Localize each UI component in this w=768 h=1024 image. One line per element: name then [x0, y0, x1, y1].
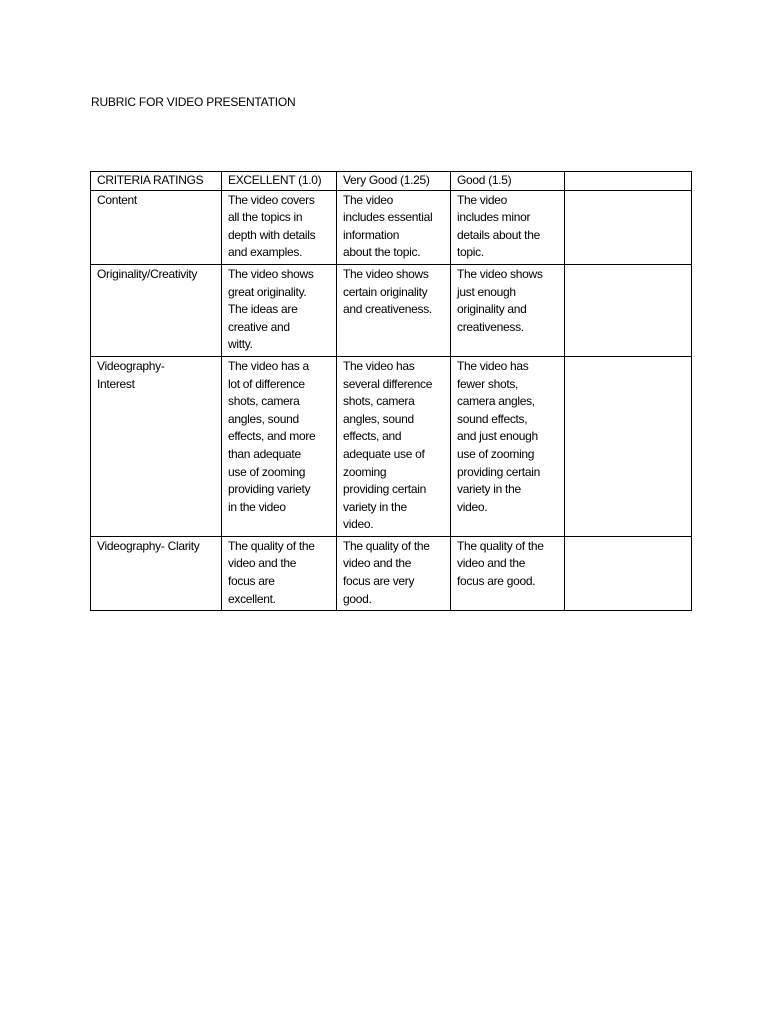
table-row-content	[91, 190, 692, 264]
excellent-cell: The video shows great originality. The ideas are creative and witty.	[222, 264, 337, 356]
header-excellent: EXCELLENT (1.0)	[222, 172, 337, 191]
excellent-cell: The quality of the video and the focus are excellent.	[222, 536, 337, 610]
blank-cell	[565, 536, 692, 610]
criteria-cell: Originality/Creativity	[91, 264, 222, 356]
very-good-cell: The video has several difference shots, camera angles, sound effects, and adequate use of zooming providing certain variety in the video.	[337, 356, 451, 536]
very-good-cell: The video shows certain originality and creativeness.	[337, 264, 451, 356]
blank-cell	[565, 356, 692, 536]
blank-cell	[565, 190, 692, 264]
table-header-row	[91, 172, 692, 191]
header-criteria-ratings: CRITERIA RATINGS	[91, 172, 222, 191]
table-row-originality	[91, 264, 692, 356]
rubric-table	[90, 171, 692, 611]
blank-cell	[565, 264, 692, 356]
criteria-cell: Videography- Clarity	[91, 536, 222, 610]
table-row-videography-interest	[91, 356, 692, 536]
good-cell: The quality of the video and the focus are good.	[451, 536, 565, 610]
very-good-cell: The video includes essential information about the topic.	[337, 190, 451, 264]
header-very-good: Very Good (1.25)	[337, 172, 451, 191]
document-title: RUBRIC FOR VIDEO PRESENTATION	[91, 95, 296, 109]
header-blank	[565, 172, 692, 191]
good-cell: The video shows just enough originality and creativeness.	[451, 264, 565, 356]
excellent-cell: The video has a lot of difference shots, camera angles, sound effects, and more than adequate use of zooming providing variety in the video	[222, 356, 337, 536]
very-good-cell: The quality of the video and the focus are very good.	[337, 536, 451, 610]
good-cell: The video has fewer shots, camera angles, sound effects, and just enough use of zooming providing certain variety in the video.	[451, 356, 565, 536]
criteria-cell: Videography- Interest	[91, 356, 222, 536]
criteria-cell: Content	[91, 190, 222, 264]
excellent-cell: The video covers all the topics in depth with details and examples.	[222, 190, 337, 264]
header-good: Good (1.5)	[451, 172, 565, 191]
table-row-videography-clarity	[91, 536, 692, 610]
good-cell: The video includes minor details about the topic.	[451, 190, 565, 264]
